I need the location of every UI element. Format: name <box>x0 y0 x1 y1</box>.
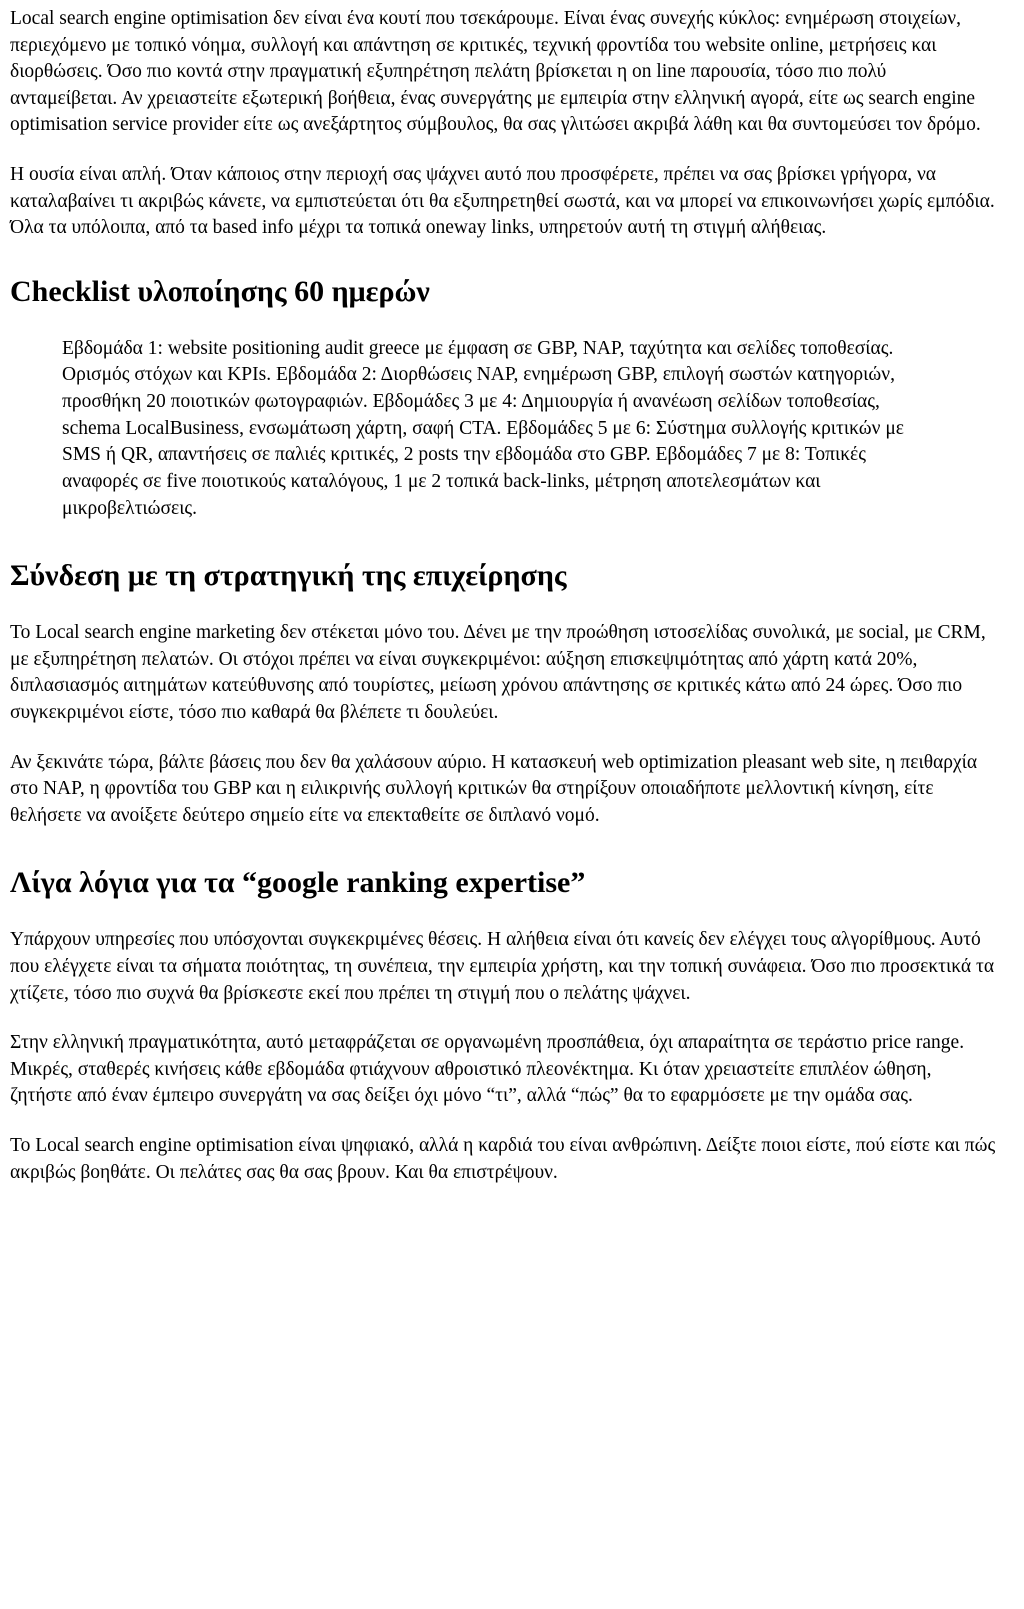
expertise-paragraph-1: Υπάρχουν υπηρεσίες που υπόσχονται συγκεκριμένες θέσεις. Η αλήθεια είναι ότι κανείς δεν ελέγχει τους αλγορίθμους. Αυτό που ελέγχετε είναι τα σήματα ποιότητας, τη συνέπεια, την εμπειρία χρήστη, και την τοπική συνάφεια. Όσο πιο προσεκτικά τα χτίζετε, τόσο πιο συχνά θα βρίσκεστε εκεί που πρέπει τη στιγμή που ο πελάτης ψάχνει. <box>10 929 995 1004</box>
strategy-paragraph-1: Το Local search engine marketing δεν στέκεται μόνο του. Δένει με την προώθηση ιστοσελίδας συνολικά, με social, με CRM, με εξυπηρέτηση πελατών. Οι στόχοι πρέπει να είναι συγκεκριμένοι: αύξηση επισκεψιμότητας από χάρτη κατά 20%, διπλασιασμός αιτημάτων κατεύθυνσης από τουρίστες, μείωση χρόνου απάντησης σε κριτικές κάτω από 24 ώρες. Όσο πιο συγκεκριμένοι είστε, τόσο πιο καθαρά θα βλέπετε τι δουλεύει. <box>10 622 986 723</box>
page-bottom-whitespace <box>10 1209 996 1569</box>
checklist-text: Εβδομάδα 1: website positioning audit greece με έμφαση σε GBP, NAP, ταχύτητα και σελίδες τοποθεσίας. Ορισμός στόχων και KPIs. Εβδομάδα 2: Διορθώσεις NAP, ενημέρωση GBP, επιλογή σωστών κατηγοριών, προσθήκη 20 ποιοτικών φωτογραφιών. Εβδομάδες 3 με 4: Δημιουργία ή ανανέωση σελίδων τοποθεσίας, schema LocalBusiness, ενσωμάτωση χάρτη, σαφή CTA. Εβδομάδες 5 με 6: Σύστημα συλλογής κριτικών με SMS ή QR, απαντήσεις σε παλιές κριτικές, 2 posts την εβδομάδα στο GBP. Εβδομάδες 7 με 8: Τοπικές αναφορές σε five ποιοτικούς καταλόγους, 1 με 2 τοπικά back-links, μέτρηση αποτελεσμάτων και μικροβελτιώσεις. <box>62 337 904 519</box>
checklist-heading: Checklist υλοποίησης 60 ημερών <box>10 274 430 308</box>
intro-paragraph-2: Η ουσία είναι απλή. Όταν κάποιος στην περιοχή σας ψάχνει αυτό που προσφέρετε, πρέπει να σας βρίσκει γρήγορα, να καταλαβαίνει τι ακριβώς κάνετε, να εμπιστεύεται ότι θα εξυπηρετηθεί σωστά, και να μπορεί να επικοινωνήσει χωρίς εμπόδια. Όλα τα υπόλοιπα, από τα based info μέχρι τα τοπικά oneway links, υπηρετούν αυτή τη στιγμή αλήθειας. <box>10 164 995 239</box>
expertise-heading: Λίγα λόγια για τα “google ranking expertise” <box>10 866 586 900</box>
intro-paragraph-1: Local search engine optimisation δεν είναι ένα κουτί που τσεκάρουμε. Είναι ένας συνεχής κύκλος: ενημέρωση στοιχείων, περιεχόμενο με τοπικό νόημα, συλλογή και απάντηση σε κριτικές, τεχνική φροντίδα του website online, μετρήσεις και διορθώσεις. Όσο πιο κοντά στην πραγματική εξυπηρέτηση πελάτη βρίσκεται η on line παρουσία, τόσο πιο πολύ ανταμείβεται. Αν χρειαστείτε εξωτερική βοήθεια, ένας συνεργάτης με εμπειρία στην ελληνική αγορά, είτε ως search engine optimisation service provider είτε ως ανεξάρτητος σύμβουλος, θα σας γλιτώσει ακριβά λάθη και θα συντομεύσει τον δρόμο. <box>10 8 981 136</box>
strategy-heading: Σύνδεση με τη στρατηγική της επιχείρησης <box>10 559 567 593</box>
expertise-paragraph-2: Στην ελληνική πραγματικότητα, αυτό μεταφράζεται σε οργανωμένη προσπάθεια, όχι απαραίτητα σε τεράστιο price range. Μικρές, σταθερές κινήσεις κάθε εβδομάδα φτιάχνουν αθροιστικό πλεονέκτημα. Κι όταν χρειαστείτε επιπλέον ώθηση, ζητήστε από έναν έμπειρο συνεργάτη να σας δείξει όχι μόνο “τι”, αλλά “πώς” θα το εφαρμόσετε με την ομάδα σας. <box>10 1032 965 1107</box>
expertise-paragraph-3: Το Local search engine optimisation είναι ψηφιακό, αλλά η καρδιά του είναι ανθρώπινη. Δείξτε ποιοι είστε, πού είστε και πώς ακριβώς βοηθάτε. Οι πελάτες σας θα σας βρουν. Και θα επιστρέψουν. <box>10 1135 996 1183</box>
strategy-paragraph-2: Αν ξεκινάτε τώρα, βάλτε βάσεις που δεν θα χαλάσουν αύριο. Η κατασκευή web optimization pleasant web site, η πειθαρχία στο NAP, η φροντίδα του GBP και η ειλικρινής συλλογή κριτικών θα στηρίξουν οποιαδήποτε μελλοντική κίνηση, είτε θελήσετε να ανοίξετε δεύτερο σημείο είτε να επεκταθείτε σε διπλανό νομό. <box>10 751 978 826</box>
checklist-block <box>10 336 996 522</box>
